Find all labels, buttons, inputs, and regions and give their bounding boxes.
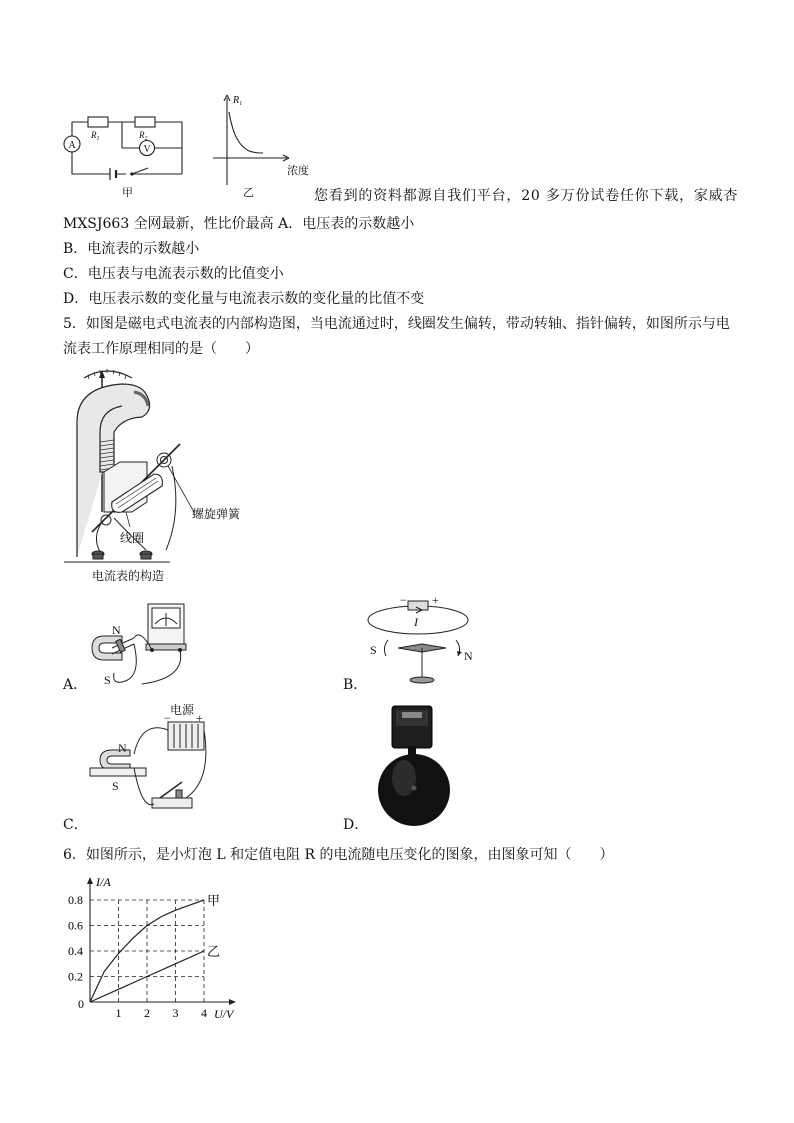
q4-option-b: B．电流表的示数越小	[63, 241, 200, 257]
ammeter-construction-caption: 电流表的构造	[92, 569, 165, 583]
q4-option-d: D．电压表示数的变化量与电流表示数的变化量的比值不变	[63, 291, 425, 307]
r1-concentration-graph	[205, 90, 315, 202]
q6-stem: 6．如图所示，是小灯泡 L 和定值电阻 R 的电流随电压变化的图象，由图象可知（ ）	[63, 847, 614, 863]
option-a-letter: A．	[63, 677, 88, 693]
voltmeter-label: V	[143, 144, 151, 155]
coil-label: 线圈	[120, 531, 145, 545]
x-tick-label-2: 3	[172, 1006, 179, 1020]
option-a-figure	[82, 598, 197, 693]
circuit-diagram-jia	[60, 108, 195, 200]
y-axis-label: I/A	[96, 875, 111, 889]
graph-ylabel-subscript: 1	[239, 101, 243, 107]
option-c-label-power: 电源	[170, 703, 195, 717]
x-axis-label: U/V	[214, 1007, 234, 1021]
y-tick-label-2: 0.6	[68, 918, 83, 933]
option-c-figure	[82, 700, 222, 825]
graph-ylabel: R	[233, 95, 240, 106]
option-c-label-s: S	[112, 779, 119, 793]
option-b-label-n: N	[464, 649, 473, 663]
y-tick-label-0: 0.2	[68, 969, 83, 984]
r1-subscript: 1	[96, 136, 100, 142]
q5-stem-line-1: 5．如图是磁电式电流表的内部构造图，当电流通过时，线圈发生偏转，带动转轴、指针偏转，如图所示与电	[63, 316, 730, 332]
option-d-figure	[374, 700, 464, 830]
spring-label: 螺旋弹簧	[192, 507, 241, 521]
option-b-label-minus: −	[400, 593, 407, 607]
origin-label: 0	[78, 997, 84, 1011]
option-b-letter: B．	[343, 677, 368, 693]
option-a-label-n: N	[112, 623, 121, 637]
r1-label: R	[91, 130, 97, 140]
y-tick-label-3: 0.8	[68, 893, 83, 907]
ammeter-label: A	[68, 140, 76, 151]
ad-line-2-and-option-a: MXSJ663 全网最新，性比价最高 A．电压表的示数越小	[63, 216, 415, 232]
circuit-caption: 甲	[122, 187, 133, 199]
svg-text:R2	[138, 130, 148, 142]
r2-label: R	[139, 130, 145, 140]
ad-line-1: 您看到的资料都源自我们平台，20 多万份试卷任你下载，家威杏	[314, 188, 739, 204]
svg-text:R1	[90, 130, 100, 142]
graph-xlabel: 浓度	[287, 165, 309, 177]
series-label-1: 乙	[207, 944, 221, 959]
option-c-letter: C．	[63, 817, 88, 833]
q5-stem-line-2: 流表工作原理相同的是（ ）	[63, 341, 259, 357]
svg-text:R1	[232, 95, 242, 107]
option-a-label-s: S	[104, 673, 111, 687]
option-d-letter: D．	[343, 817, 369, 833]
ammeter-construction-figure	[62, 362, 252, 587]
option-c-label-minus: −	[164, 711, 171, 725]
option-c-label-plus: +	[196, 711, 203, 725]
series-label-0: 甲	[207, 893, 221, 908]
r2-subscript: 2	[144, 136, 148, 142]
x-tick-label-1: 2	[144, 1006, 150, 1020]
option-b-label-current: I	[414, 615, 418, 629]
current-voltage-chart	[68, 872, 248, 1022]
y-tick-label-1: 0.4	[68, 944, 83, 958]
graph-caption: 乙	[243, 187, 254, 199]
q4-option-c: C．电压表与电流表示数的比值变小	[63, 266, 284, 282]
y-axis-arrow	[87, 877, 93, 884]
x-tick-label-3: 4	[201, 1006, 207, 1020]
option-b-label-plus: +	[432, 593, 439, 607]
option-b-figure	[362, 590, 482, 690]
option-c-label-n: N	[118, 741, 127, 755]
x-tick-label-0: 1	[115, 1006, 122, 1020]
option-b-label-s: S	[370, 643, 377, 657]
x-axis-arrow	[229, 999, 236, 1005]
